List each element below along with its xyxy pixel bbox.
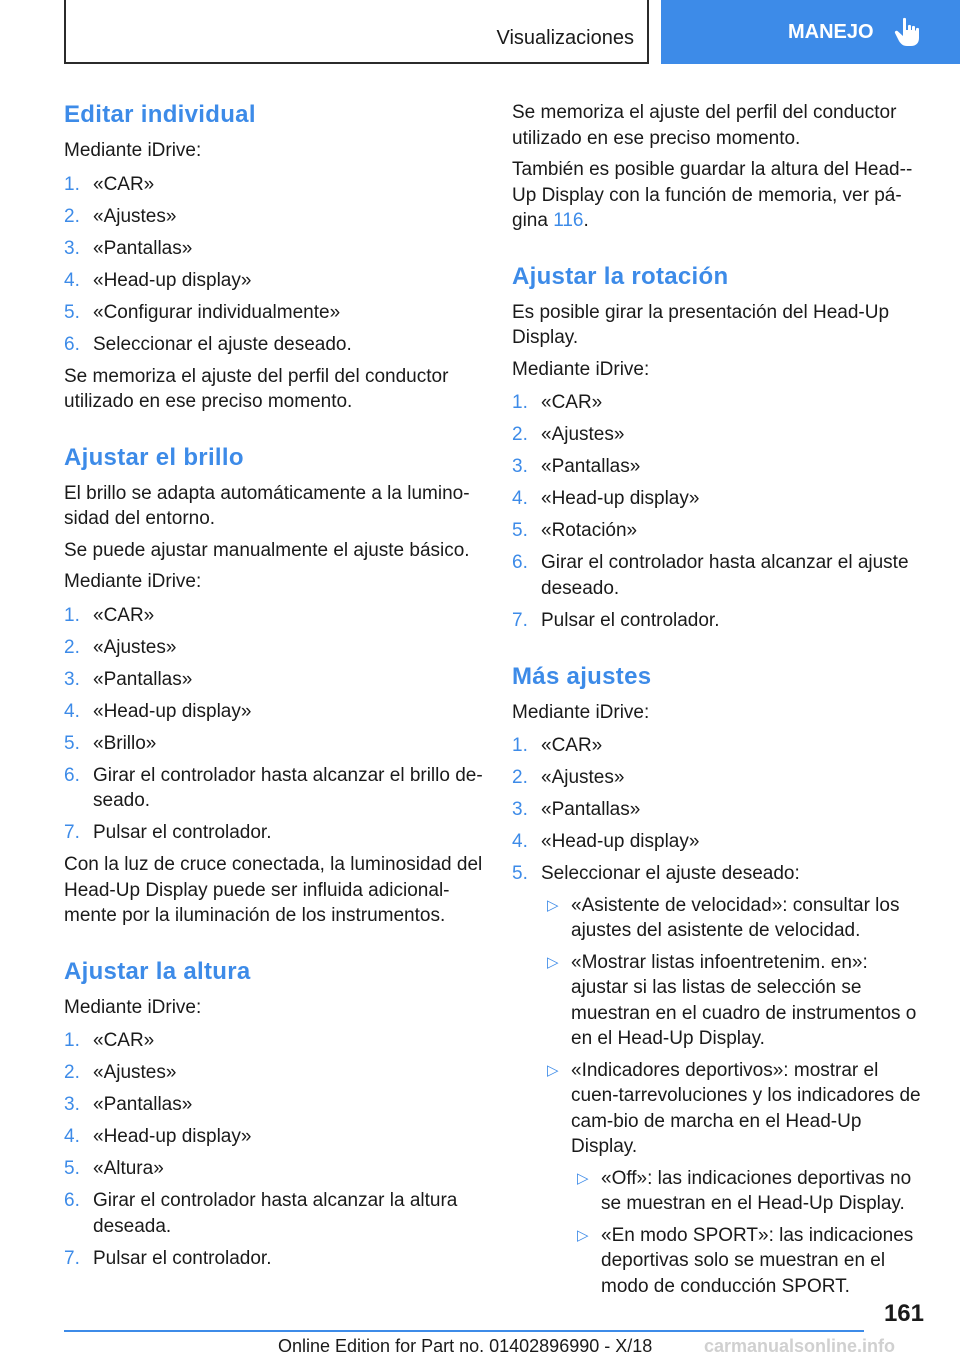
triangle-bullet-icon: ▷ — [547, 1061, 559, 1079]
step-text: Seleccionar el ajuste deseado: — [541, 863, 800, 884]
paragraph: Mediante iDrive: — [512, 701, 650, 723]
step-number: 2. — [64, 1062, 80, 1083]
step-text: «Ajustes» — [93, 636, 177, 658]
paragraph — [512, 157, 930, 234]
chapter-tab-label: MANEJO — [788, 20, 874, 43]
step-text: Pulsar el controlador. — [541, 609, 720, 631]
step-number: 2. — [64, 205, 80, 227]
step-number: 5. — [512, 863, 528, 884]
list-item — [64, 1092, 484, 1118]
section-title: Visualizaciones — [496, 27, 634, 49]
list-item — [64, 820, 484, 846]
paragraph: Mediante iDrive: — [64, 996, 202, 1018]
right-column — [512, 100, 930, 1306]
step-text: Pulsar el controlador. — [93, 1247, 272, 1269]
step-number: 5. — [64, 301, 80, 323]
step-number: 5. — [512, 520, 528, 541]
step-number: 4. — [64, 269, 80, 291]
option-text: «Mostrar listas infoentretenim. en»: ajustar si las listas de selección se muestran en el cuadro de instrumentos o en el Head-Up Display. — [571, 951, 917, 1049]
step-text: «Pantallas» — [93, 668, 193, 690]
option-text: «Asistente de velocidad»: consultar los ajustes del asistente de velocidad. — [571, 894, 900, 941]
list-item — [541, 950, 930, 1052]
step-text: «CAR» — [93, 604, 155, 626]
list-item — [64, 1028, 484, 1054]
step-number: 5. — [64, 732, 80, 754]
step-number: 3. — [512, 456, 528, 477]
step-text: Pulsar el controlador. — [93, 822, 272, 843]
list-item — [64, 1246, 484, 1272]
option-text: «En modo SPORT»: las indicaciones deportivas solo se muestran en el modo de conducción SPORT. — [601, 1224, 914, 1297]
list-item — [64, 603, 484, 629]
step-text: «Ajustes» — [541, 424, 625, 445]
list-item — [512, 765, 930, 791]
options-list — [541, 893, 930, 1300]
step-text: «Configurar individualmente» — [93, 301, 341, 323]
step-text: «Brillo» — [93, 732, 157, 754]
paragraph: El brillo se adapta automáticamente a la lumino-sidad del entorno. — [64, 482, 470, 529]
chapter-tab[interactable] — [661, 0, 960, 64]
steps-altura — [64, 1028, 484, 1271]
sub-options-list — [571, 1166, 930, 1300]
step-text: «Altura» — [93, 1158, 164, 1179]
footer-rule — [64, 1330, 864, 1332]
step-text: «Head-up display» — [93, 700, 252, 722]
steps-editar — [64, 172, 484, 358]
step-text: «Ajustes» — [541, 767, 625, 788]
step-number: 3. — [64, 668, 80, 690]
paragraph: Se puede ajustar manualmente el ajuste básico. — [64, 539, 470, 561]
list-item — [512, 422, 930, 448]
page-number: 161 — [883, 1300, 924, 1327]
list-item — [64, 667, 484, 693]
heading-ajustar-rotacion: Ajustar la rotación — [512, 262, 729, 290]
heading-mas-ajustes: Más ajustes — [512, 662, 652, 690]
step-number: 6. — [64, 764, 80, 786]
steps-brillo — [64, 603, 484, 846]
step-number: 1. — [512, 735, 528, 756]
step-number: 5. — [64, 1158, 80, 1179]
page-link[interactable]: 116 — [553, 210, 584, 231]
step-text: «Head-up display» — [93, 1126, 252, 1147]
step-number: 7. — [512, 609, 528, 631]
step-text: Girar el controlador hasta alcanzar el brillo de-seado. — [93, 764, 483, 811]
step-text: «Pantallas» — [93, 1094, 193, 1115]
watermark: carmanualsonline.info — [704, 1336, 896, 1356]
steps-rotacion — [512, 390, 930, 633]
list-item — [64, 1060, 484, 1086]
list-item — [512, 550, 930, 601]
hand-pointer-icon — [894, 17, 920, 47]
left-column — [64, 100, 484, 1278]
list-item — [512, 829, 930, 855]
list-item — [64, 731, 484, 757]
list-item — [64, 332, 484, 358]
list-item — [64, 635, 484, 661]
paragraph: Se memoriza el ajuste del perfil del conductor utilizado en ese preciso momento. — [64, 365, 449, 412]
list-item — [512, 518, 930, 544]
list-item — [512, 797, 930, 823]
step-number: 1. — [64, 604, 80, 626]
step-number: 3. — [512, 799, 528, 820]
step-text: «Head-up display» — [93, 269, 252, 291]
step-text: «Pantallas» — [93, 237, 193, 259]
paragraph: Mediante iDrive: — [64, 140, 202, 161]
step-text: «Head-up display» — [541, 831, 700, 852]
step-number: 2. — [512, 424, 528, 445]
list-item — [512, 390, 930, 416]
step-text: «CAR» — [93, 173, 155, 195]
step-text: «Pantallas» — [541, 456, 641, 477]
list-item — [64, 1188, 484, 1239]
list-item — [512, 608, 930, 634]
step-number: 4. — [64, 700, 80, 722]
step-text: «Ajustes» — [93, 1062, 177, 1083]
step-text: «Pantallas» — [541, 799, 641, 820]
list-item — [64, 204, 484, 230]
list-item — [64, 763, 484, 814]
triangle-bullet-icon: ▷ — [547, 953, 559, 971]
list-item — [512, 861, 930, 1299]
option-text: «Off»: las indicaciones deportivas no se muestran en el Head-Up Display. — [601, 1167, 912, 1214]
step-number: 2. — [64, 636, 80, 658]
step-text: «CAR» — [541, 392, 603, 413]
paragraph: Mediante iDrive: — [64, 571, 202, 592]
step-number: 4. — [512, 488, 528, 509]
list-item — [64, 300, 484, 326]
triangle-bullet-icon: ▷ — [547, 896, 559, 914]
heading-editar-individual: Editar individual — [64, 101, 256, 128]
list-item — [541, 1058, 930, 1300]
triangle-bullet-icon: ▷ — [577, 1169, 589, 1187]
step-number: 6. — [512, 552, 528, 573]
list-item — [571, 1166, 930, 1217]
step-number: 3. — [64, 1094, 80, 1115]
step-number: 4. — [64, 1126, 80, 1147]
list-item — [64, 268, 484, 294]
step-number: 1. — [64, 1030, 80, 1051]
step-text: «Head-up display» — [541, 488, 700, 509]
step-number: 2. — [512, 767, 528, 788]
step-number: 1. — [512, 392, 528, 413]
step-number: 4. — [512, 831, 528, 852]
list-item — [64, 1156, 484, 1182]
step-text: «CAR» — [93, 1030, 155, 1051]
paragraph: Con la luz de cruce conectada, la luminosidad del Head-Up Display puede ser influida adicional-mente por la iluminación de los instrumentos. — [64, 854, 483, 926]
step-number: 7. — [64, 822, 80, 843]
heading-ajustar-brillo: Ajustar el brillo — [64, 443, 244, 471]
paragraph: Mediante iDrive: — [512, 358, 650, 380]
step-text: Seleccionar el ajuste deseado. — [93, 333, 352, 355]
step-text: «CAR» — [541, 735, 603, 756]
list-item — [541, 893, 930, 944]
paragraph: Se memoriza el ajuste del perfil del conductor utilizado en ese preciso momento. — [512, 102, 897, 149]
paragraph-text: . — [583, 210, 589, 231]
list-item — [64, 1124, 484, 1150]
step-text: Girar el controlador hasta alcanzar la altura deseada. — [93, 1190, 458, 1237]
option-text: «Indicadores deportivos»: mostrar el cuen-tarrevoluciones y los indicadores de cam-bio de marcha en el Head-Up Display. — [571, 1059, 921, 1157]
heading-ajustar-altura: Ajustar la altura — [64, 957, 251, 985]
step-number: 3. — [64, 237, 80, 259]
list-item — [64, 236, 484, 262]
list-item — [64, 699, 484, 725]
step-text: Girar el controlador hasta alcanzar el ajuste deseado. — [541, 552, 909, 599]
list-item — [512, 733, 930, 759]
list-item — [512, 454, 930, 480]
paragraph: Es posible girar la presentación del Head-Up Display. — [512, 301, 890, 348]
step-number: 7. — [64, 1247, 80, 1269]
step-number: 6. — [64, 1190, 80, 1211]
step-number: 6. — [64, 333, 80, 355]
list-item — [512, 486, 930, 512]
step-text: «Rotación» — [541, 520, 638, 541]
list-item — [64, 172, 484, 198]
edition-text: Online Edition for Part no. 01402896990 - X/18 — [278, 1336, 653, 1356]
list-item — [571, 1223, 930, 1300]
steps-mas-ajustes — [512, 733, 930, 1299]
step-number: 1. — [64, 173, 80, 195]
paragraph-text: También es posible guardar la altura del Head--Up Display con la función de memoria, ver pá-gina — [512, 159, 913, 231]
step-text: «Ajustes» — [93, 205, 177, 227]
triangle-bullet-icon: ▷ — [577, 1226, 589, 1244]
